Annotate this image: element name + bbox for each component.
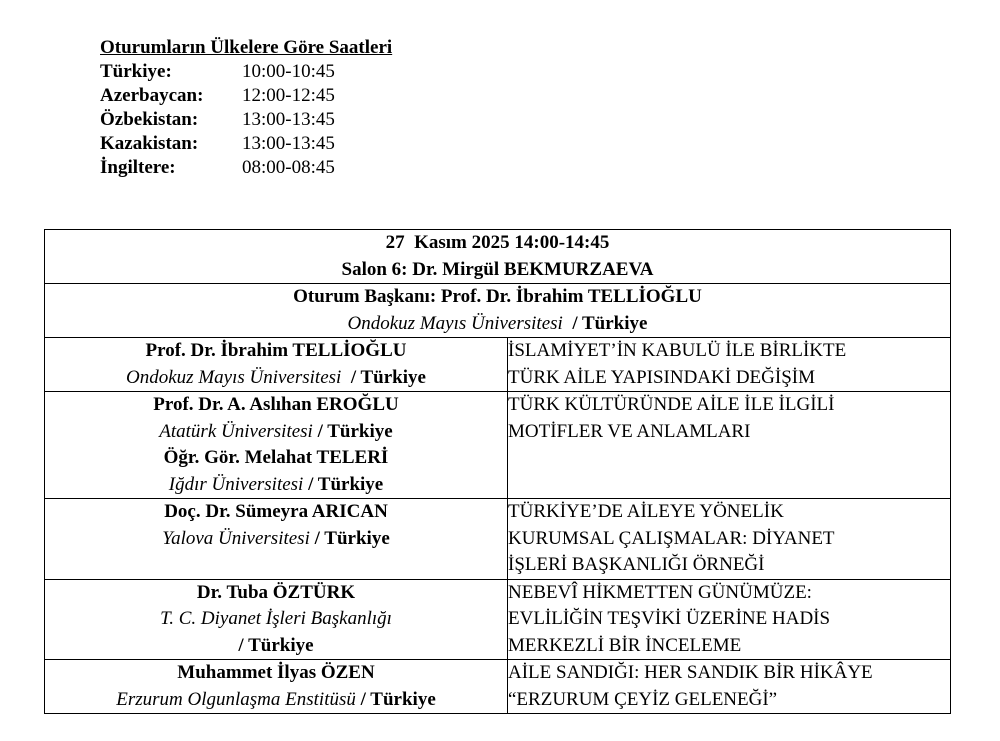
country-time-row bbox=[100, 84, 392, 108]
author-institution: T. C. Diyanet İşleri Başkanlığı bbox=[160, 608, 392, 629]
author-country: / Türkiye bbox=[312, 420, 393, 442]
speaker-cell bbox=[45, 579, 508, 660]
presentation-row bbox=[45, 660, 951, 714]
paper-title-line: İSLAMİYET’İN KABULÜ İLE BİRLİKTE bbox=[508, 340, 847, 361]
chair-country: / Türkiye bbox=[567, 312, 648, 334]
author-name: Doç. Dr. Sümeyra ARICAN bbox=[164, 501, 388, 522]
author-country: / Türkiye bbox=[346, 366, 426, 388]
paper-title-line: “ERZURUM ÇEYİZ GELENEĞİ” bbox=[508, 688, 778, 710]
session-chair-affiliation bbox=[45, 311, 950, 338]
session-chair: Oturum Başkanı: Prof. Dr. İbrahim TELLİOĞLU bbox=[293, 286, 702, 307]
author-institution: Yalova Üniversitesi bbox=[162, 527, 310, 549]
paper-title-line: KURUMSAL ÇALIŞMALAR: DİYANET bbox=[508, 527, 835, 549]
author-institution: Ondokuz Mayıs Üniversitesi bbox=[126, 366, 347, 388]
paper-title-line: TÜRK AİLE YAPISINDAKİ DEĞİŞİM bbox=[508, 366, 815, 388]
country-name: Özbekistan: bbox=[100, 109, 199, 130]
country-time-row bbox=[100, 156, 392, 180]
paper-title-line: TÜRKİYE’DE AİLEYE YÖNELİK bbox=[508, 501, 784, 522]
paper-title-line: NEBEVÎ HİKMETTEN GÜNÜMÜZE: bbox=[508, 581, 812, 603]
presentation-row bbox=[45, 338, 951, 392]
author-affiliation bbox=[45, 687, 507, 714]
author-affiliation bbox=[45, 365, 507, 392]
author-institution: Erzurum Olgunlaşma Enstitüsü bbox=[116, 688, 356, 710]
speaker-cell bbox=[45, 499, 508, 580]
country-time: 12:00-12:45 bbox=[242, 85, 335, 106]
presentation-row bbox=[45, 579, 951, 660]
author-affiliation bbox=[45, 526, 507, 553]
session-hall: Salon 6: Dr. Mirgül BEKMURZAEVA bbox=[341, 258, 654, 280]
session-table bbox=[44, 229, 951, 714]
paper-title-line: AİLE SANDIĞI: HER SANDIK BİR HİKÂYE bbox=[508, 662, 873, 683]
country-time: 13:00-13:45 bbox=[242, 109, 335, 130]
paper-title-cell bbox=[508, 579, 951, 660]
paper-title-cell bbox=[508, 660, 951, 714]
chair-institution: Ondokuz Mayıs Üniversitesi bbox=[347, 312, 568, 334]
country-time: 08:00-08:45 bbox=[242, 157, 335, 178]
session-date-time: 27 Kasım 2025 14:00-14:45 bbox=[385, 232, 610, 253]
paper-title-cell bbox=[508, 338, 951, 392]
paper-title-line: EVLİLİĞİN TEŞVİKİ ÜZERİNE HADİS bbox=[508, 608, 831, 629]
session-chair-cell bbox=[45, 284, 951, 338]
author-name: Öğr. Gör. Melahat TELERİ bbox=[163, 447, 389, 468]
country-name: Kazakistan: bbox=[100, 133, 199, 154]
author-country: / Türkiye bbox=[238, 634, 314, 656]
paper-title-line: TÜRK KÜLTÜRÜNDE AİLE İLE İLGİLİ bbox=[508, 394, 835, 415]
country-times-block bbox=[100, 36, 392, 180]
country-name: İngiltere: bbox=[100, 157, 176, 178]
author-country: / Türkiye bbox=[303, 473, 384, 495]
paper-title-line: İŞLERİ BAŞKANLIĞI ÖRNEĞİ bbox=[508, 554, 765, 575]
session-header-row bbox=[45, 230, 951, 284]
country-name: Türkiye: bbox=[100, 61, 172, 82]
author-name: Prof. Dr. İbrahim TELLİOĞLU bbox=[145, 340, 407, 361]
speaker-cell bbox=[45, 338, 508, 392]
paper-title-cell bbox=[508, 499, 951, 580]
country-time-row bbox=[100, 108, 392, 132]
country-time-row bbox=[100, 132, 392, 156]
paper-title-line: MOTİFLER VE ANLAMLARI bbox=[508, 420, 751, 442]
author-affiliation bbox=[45, 419, 507, 446]
author-name: Muhammet İlyas ÖZEN bbox=[177, 662, 375, 683]
session-chair-row bbox=[45, 284, 951, 338]
author-institution: Atatürk Üniversitesi bbox=[159, 420, 313, 442]
author-country: / Türkiye bbox=[309, 527, 390, 549]
paper-title-cell bbox=[508, 392, 951, 499]
country-time: 13:00-13:45 bbox=[242, 133, 335, 154]
country-name: Azerbaycan: bbox=[100, 85, 204, 106]
author-affiliation bbox=[45, 472, 507, 499]
author-institution: Iğdır Üniversitesi bbox=[168, 473, 304, 495]
author-name: Dr. Tuba ÖZTÜRK bbox=[196, 581, 356, 603]
country-time: 10:00-10:45 bbox=[242, 61, 335, 82]
speaker-cell bbox=[45, 660, 508, 714]
presentation-row bbox=[45, 499, 951, 580]
presentation-row bbox=[45, 392, 951, 499]
paper-title-line: MERKEZLİ BİR İNCELEME bbox=[508, 634, 742, 656]
author-name: Prof. Dr. A. Aslıhan EROĞLU bbox=[153, 394, 399, 415]
speaker-cell bbox=[45, 392, 508, 499]
country-times-heading: Oturumların Ülkelere Göre Saatleri bbox=[100, 37, 393, 58]
author-country: / Türkiye bbox=[355, 688, 436, 710]
session-header-cell bbox=[45, 230, 951, 284]
country-time-row bbox=[100, 60, 392, 84]
